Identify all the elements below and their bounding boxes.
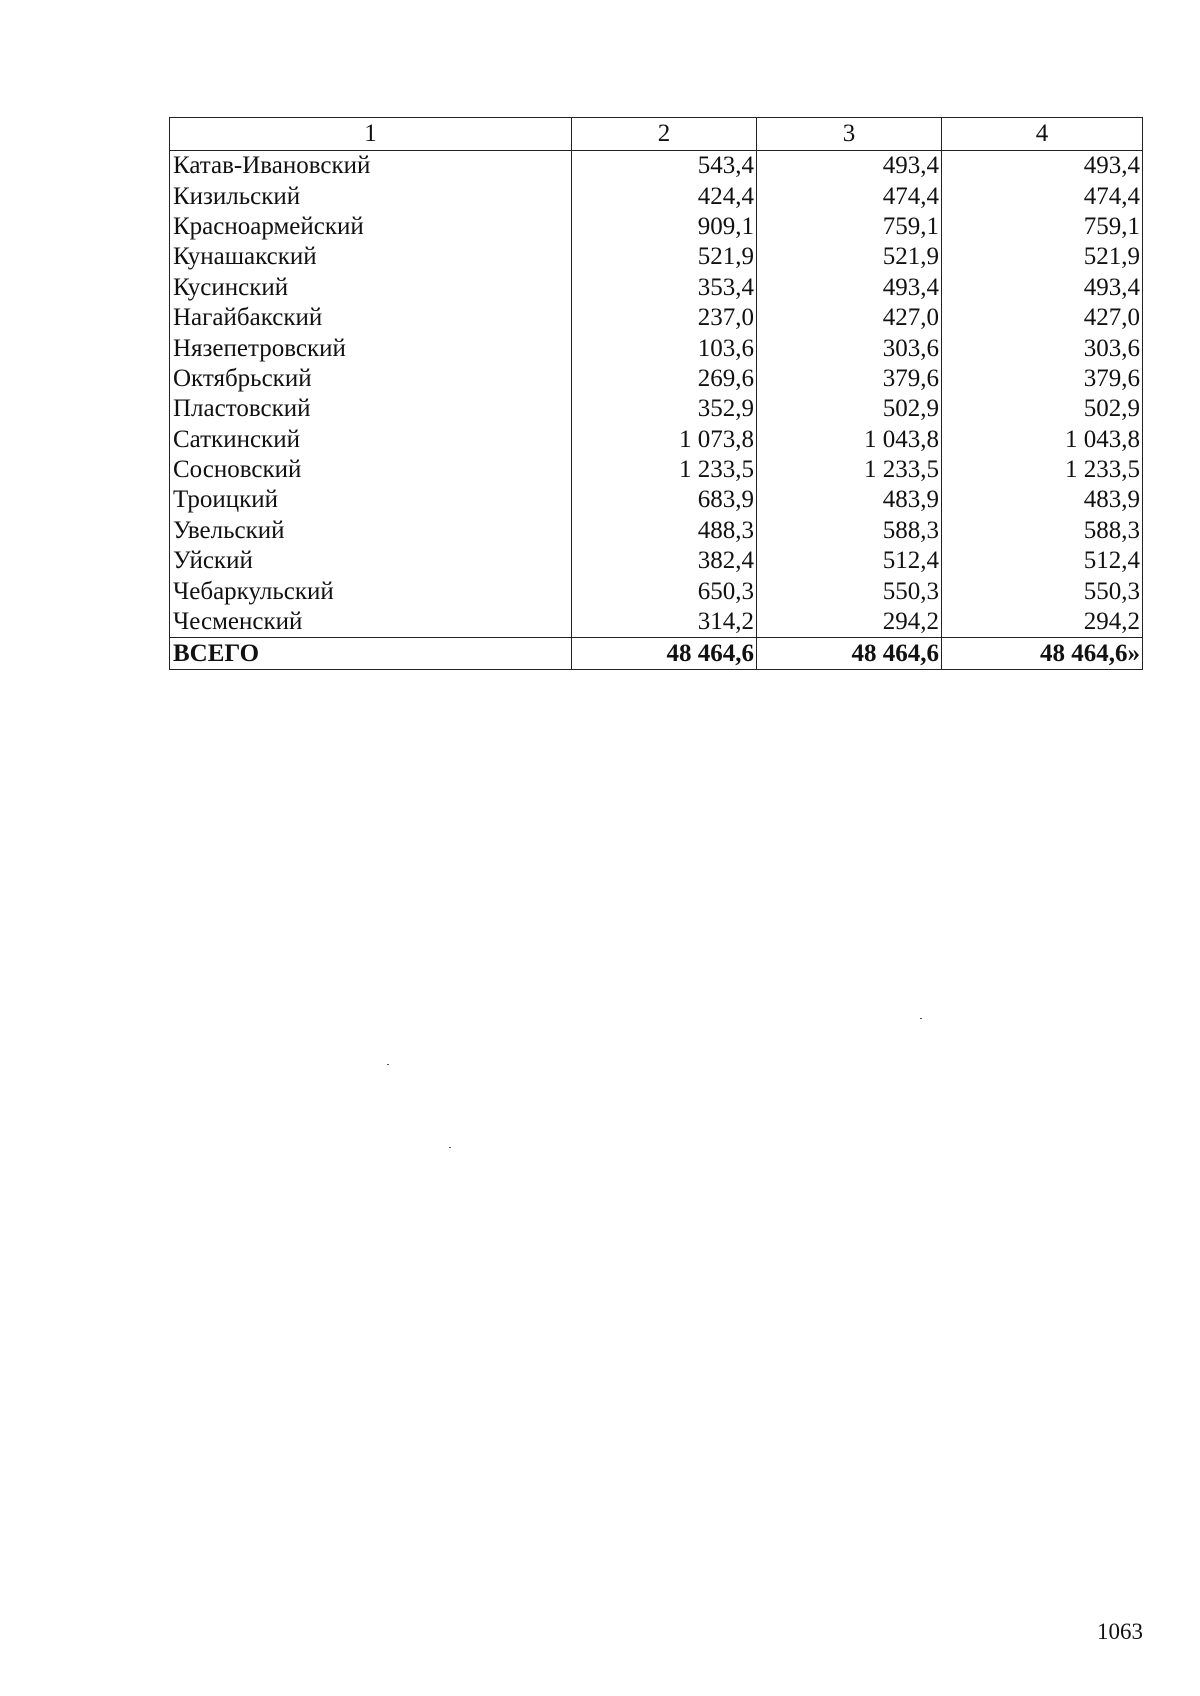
column-3-cell: 493,4 [757, 273, 942, 303]
district-name-cell: Нязепетровский [170, 333, 572, 363]
table-row [170, 364, 1143, 394]
column-4-cell: 379,6 [942, 364, 1143, 394]
column-3-cell: 502,9 [757, 394, 942, 424]
district-name-cell: Катав-Ивановский [170, 151, 572, 182]
table-row [170, 151, 1143, 182]
column-4-cell: 294,2 [942, 607, 1143, 638]
column-4-cell: 588,3 [942, 516, 1143, 546]
scan-speck [920, 1018, 922, 1019]
column-3-cell: 521,9 [757, 242, 942, 272]
district-name-cell: Октябрьский [170, 364, 572, 394]
column-2-cell: 269,6 [572, 364, 757, 394]
district-name-cell: Саткинский [170, 425, 572, 455]
column-4-cell: 521,9 [942, 242, 1143, 272]
column-2-cell: 521,9 [572, 242, 757, 272]
column-4-cell: 502,9 [942, 394, 1143, 424]
table-row [170, 576, 1143, 606]
column-3-cell: 1 233,5 [757, 455, 942, 485]
column-3-cell: 48 464,6 [757, 638, 942, 670]
column-4-cell: 550,3 [942, 576, 1143, 606]
column-header: 1 [170, 118, 572, 151]
column-3-cell: 588,3 [757, 516, 942, 546]
table-row [170, 212, 1143, 242]
district-name-cell: Чебаркульский [170, 576, 572, 606]
table-body [170, 151, 1143, 670]
column-2-cell: 683,9 [572, 485, 757, 515]
column-3-cell: 379,6 [757, 364, 942, 394]
scan-speck [449, 1147, 451, 1148]
column-4-cell: 759,1 [942, 212, 1143, 242]
column-2-cell: 314,2 [572, 607, 757, 638]
column-4-cell: 48 464,6» [942, 638, 1143, 670]
column-2-cell: 1 073,8 [572, 425, 757, 455]
column-header: 4 [942, 118, 1143, 151]
column-2-cell: 424,4 [572, 181, 757, 211]
column-header: 2 [572, 118, 757, 151]
table-row [170, 303, 1143, 333]
column-3-cell: 427,0 [757, 303, 942, 333]
column-2-cell: 909,1 [572, 212, 757, 242]
column-2-cell: 353,4 [572, 273, 757, 303]
column-2-cell: 237,0 [572, 303, 757, 333]
column-2-cell: 488,3 [572, 516, 757, 546]
column-2-cell: 543,4 [572, 151, 757, 182]
district-name-cell: Уйский [170, 546, 572, 576]
district-name-cell: Сосновский [170, 455, 572, 485]
column-3-cell: 303,6 [757, 333, 942, 363]
district-name-cell: Кусинский [170, 273, 572, 303]
district-name-cell: Нагайбакский [170, 303, 572, 333]
district-name-cell: Увельский [170, 516, 572, 546]
district-name-cell: Красноармейский [170, 212, 572, 242]
scan-speck [387, 1064, 389, 1065]
data-table [169, 117, 1143, 670]
column-3-cell: 759,1 [757, 212, 942, 242]
column-2-cell: 1 233,5 [572, 455, 757, 485]
column-header: 3 [757, 118, 942, 151]
table-row [170, 242, 1143, 272]
column-4-cell: 303,6 [942, 333, 1143, 363]
column-3-cell: 493,4 [757, 151, 942, 182]
column-2-cell: 352,9 [572, 394, 757, 424]
district-name-cell: Чесменский [170, 607, 572, 638]
column-3-cell: 1 043,8 [757, 425, 942, 455]
table-row [170, 333, 1143, 363]
district-name-cell: Кизильский [170, 181, 572, 211]
district-name-cell: Кунашакский [170, 242, 572, 272]
district-name-cell: ВСЕГО [170, 638, 572, 670]
column-3-cell: 512,4 [757, 546, 942, 576]
column-4-cell: 474,4 [942, 181, 1143, 211]
column-4-cell: 512,4 [942, 546, 1143, 576]
table-row [170, 273, 1143, 303]
table-row [170, 394, 1143, 424]
column-4-cell: 493,4 [942, 151, 1143, 182]
column-3-cell: 474,4 [757, 181, 942, 211]
column-2-cell: 650,3 [572, 576, 757, 606]
column-2-cell: 48 464,6 [572, 638, 757, 670]
table-row [170, 425, 1143, 455]
column-3-cell: 550,3 [757, 576, 942, 606]
table-total-row [170, 638, 1143, 670]
table-row [170, 485, 1143, 515]
column-4-cell: 1 043,8 [942, 425, 1143, 455]
column-3-cell: 483,9 [757, 485, 942, 515]
column-4-cell: 483,9 [942, 485, 1143, 515]
table-row [170, 516, 1143, 546]
district-name-cell: Троицкий [170, 485, 572, 515]
column-3-cell: 294,2 [757, 607, 942, 638]
column-4-cell: 493,4 [942, 273, 1143, 303]
column-4-cell: 1 233,5 [942, 455, 1143, 485]
column-2-cell: 103,6 [572, 333, 757, 363]
table-row [170, 455, 1143, 485]
table-header-row [170, 118, 1143, 151]
table-row [170, 607, 1143, 638]
column-2-cell: 382,4 [572, 546, 757, 576]
district-name-cell: Пластовский [170, 394, 572, 424]
table-row [170, 546, 1143, 576]
page-number: 1063 [1097, 1619, 1143, 1644]
column-4-cell: 427,0 [942, 303, 1143, 333]
table-row [170, 181, 1143, 211]
